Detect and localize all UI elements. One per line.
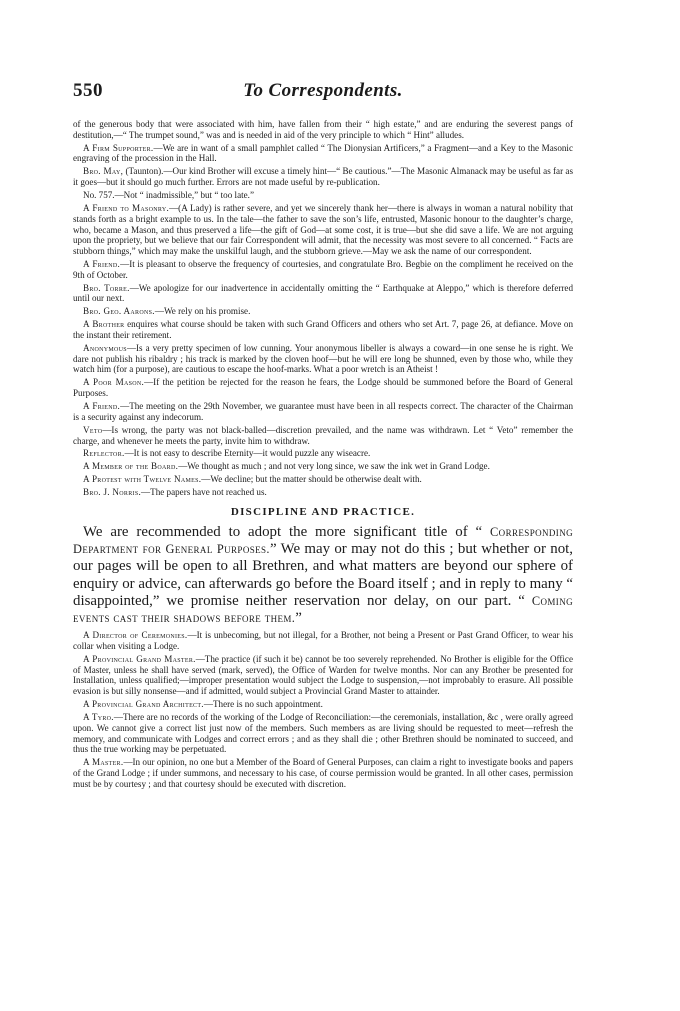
correspondent-name: Bro. J. Norris. [83,487,142,498]
reply-text: —We are in want of a small pamphlet called “ The Dionysian Artificers,” a Fragment—and a Key to the Masonic engraving of the procession in the Hall. [73,142,573,164]
correspondence-item [73,143,573,165]
correspondent-name: A Firm Supporter. [83,142,154,153]
correspondence-item [73,259,573,281]
correspondent-name: A Provincial Grand Architect. [83,699,204,710]
correspondent-name: A Poor Mason. [83,377,145,388]
reply-text: —It is pleasant to observe the frequency of courtesies, and congratulate Bro. Begbie on the compliment he received on the 9th of October. [73,258,574,280]
correspondence-item [73,166,573,188]
reply-text: —There is no such appointment. [203,699,323,710]
correspondence-item [73,377,573,399]
correspondent-name: A Friend. [83,258,121,269]
correspondence-item [73,283,573,305]
correspondent-name: A Provincial Grand Master. [83,653,196,664]
correspondence-item [73,757,573,789]
reply-text: of the generous body that were associated with him, have fallen from their “ high estate,” and are enduring the severest pangs of destitution,—“ The trumpet sound,” was and is needed in aid of the very principle to which “ Hint” alludes. [73,119,573,140]
correspondence-item [73,401,573,423]
correspondent-name: A Friend. [83,401,121,412]
body-text [73,119,573,789]
correspondent-name: A Protest with Twelve Names. [83,474,202,485]
correspondence-item [73,343,573,375]
correspondence-item [73,630,573,652]
reply-text: —We rely on his promise. [154,306,251,317]
reply-text: —Is wrong, the party was not black-balled—discretion prevailed, and the name was withdrawn. Let “ Veto” remember the charge, and whenever he meets the party, invite him to withdraw. [73,424,573,446]
reply-text: —We decline; but the matter should be otherwise dealt with. [201,474,422,485]
correspondence-item [73,654,573,697]
page-number: 550 [73,80,103,101]
correspondent-name: A Tyro. [83,712,114,723]
reply-text: —It is not easy to describe Eternity—it would puzzle any wiseacre. [124,448,371,459]
section-heading: DISCIPLINE AND PRACTICE. [230,506,416,518]
reply-text: enquires what course should be taken with such Grand Officers and others who set Art. 7, page 26, at defiance. Move on the instant their retirement. [73,319,573,340]
reply-text: —The papers have not reached us. [141,487,267,498]
reply-text: —It is unbecoming, but not illegal, for a Brother, not being a Present or Past Grand Officer, to wear his collar when visiting a Lodge. [73,630,573,651]
correspondence-item [73,306,573,317]
correspondence-item [73,448,573,459]
reply-text: —The practice (if such it be) cannot be too severely reprehended. No Brother is eligible for the Office of Master, unless he shall have served (mark, served), the Office of Warden for twelve months. Nor can any Brother be presented for Installation, unless qualified;—improper presentation would subject the Lodge to suspension,—not improbably to erasure. All possible evasion is but silly nonsense—and if admitted, would subject a Provincial Grand Master to attainder. [73,653,574,697]
correspondent-name: A Member of the Board. [83,461,179,472]
correspondence-item [73,474,573,485]
page-header [73,80,573,106]
reply-text: —If the petition be rejected for the reason he fears, the Lodge should be summoned before the Board of General Purposes. [73,377,573,399]
correspondence-list-before [73,119,573,498]
correspondence-item [73,461,573,472]
correspondence-item [73,203,573,257]
correspondence-item [73,425,573,447]
correspondent-name: Bro. May, [83,166,124,177]
correspondent-name: A Brother [83,319,125,330]
reply-text: —(A Lady) is rather severe, and yet we sincerely thank her—there is always in woman a natural nobility that stands forth as a bright example to us. In the tale—the father to save the son’s life, entrusted, Masonic honour to the daughter’s charge, who, became a Mason, and thus preserved a life—the gift of God—at some cost, it is true—but she did save a life. We are not arguing upon the propriety, but we believe that our fair Correspondent will admit, that the necessity was most severe to all concerned. “ Facts are stubborn things,” which may make the unskilful laugh, and the stubborn grieve.—May we ask the name of our correspondent. [73,203,573,256]
proposed-title: Corresponding Department for General Purposes. [73,525,573,557]
reply-text: —We apologize for our inadvertence in accidentally omitting the “ Earthquake at Aleppo,” which is therefore deferred until our next. [73,282,573,304]
correspondence-item [73,712,573,755]
reply-text: —There are no records of the working of the Lodge of Reconciliation:—the ceremonials, installation, &c , were orally agreed upon. We cannot give a correct list just now of the members. Such members as are living should be requested to meet—refresh the memory, and communicate with Lodges and correct errors ; and as they shall die ; other Brethren should be nominated to succeed, and thus the true working may be perpetuated. [73,712,573,755]
correspondent-name: Veto [83,424,103,435]
correspondence-item [73,319,573,341]
correspondent-name: A Friend to Masonry. [83,203,170,213]
correspondent-name: Anonymous [83,342,127,353]
correspondent-name: Bro. Torre. [83,282,130,293]
correspondent-name: Bro. Geo. Aarons. [83,306,155,317]
lead-paragraph: We are recommended to adopt the more significant title of “ Corresponding Department for General Purposes.” We may or may not do this ; but whether or not, our pages will be open to all Brethren, and what matters are beyond our sphere of enquiry or advice, can afterwards go before the Board itself ; and in reply to many “ disappointed,” we promise neither reservation nor delay, on our part. “ Coming events cast their shadows before them.” [73,524,573,627]
reply-text: (Taunton).—Our kind Brother will excuse a timely hint—“ Be cautious.”—The Masonic Almanack may be useful as far as it goes—but it should go much further. Errors are not made useful by re-publication. [73,166,573,188]
motto: Coming events cast their shadows before them. [73,593,573,626]
correspondent-name: A Master. [83,757,124,768]
reply-text: —In our opinion, no one but a Member of the Board of General Purposes, can claim a right to investigate books and papers of the Grand Lodge ; if under summons, and necessary to his case, of course permission would be granted. In all other cases, permission must be by courtesy ; and that courtesy should be executed with discretion. [73,757,573,789]
correspondence-list-after [73,630,573,789]
correspondent-name: Reflector. [83,448,125,459]
correspondence-item [73,190,573,201]
correspondent-name: A Director of Ceremonies. [83,630,188,641]
reply-text: No. 757.—Not “ inadmissible,” but “ too late.” [83,190,254,201]
correspondence-item [73,119,573,141]
correspondence-item [73,699,573,710]
running-title: To Correspondents. [243,80,403,101]
reply-text: —Is a very pretty specimen of low cunning. Your anonymous libeller is always a coward—in one sense he is right. We dare not publish his ribaldry ; his track is marked by the cloven hoof—but he will ere long be shunned, even by those who, while they watch him (for a purpose), are cautious to escape the hoof-marks. What a poor wretch is an Atheist ! [73,342,573,375]
reply-text: —We thought as much ; and not very long since, we saw the ink wet in Grand Lodge. [178,461,490,472]
correspondence-item [73,487,573,498]
reply-text: —The meeting on the 29th November, we guarantee must have been in all respects correct. The character of the Chairman is a security against any indecorum. [73,401,573,422]
